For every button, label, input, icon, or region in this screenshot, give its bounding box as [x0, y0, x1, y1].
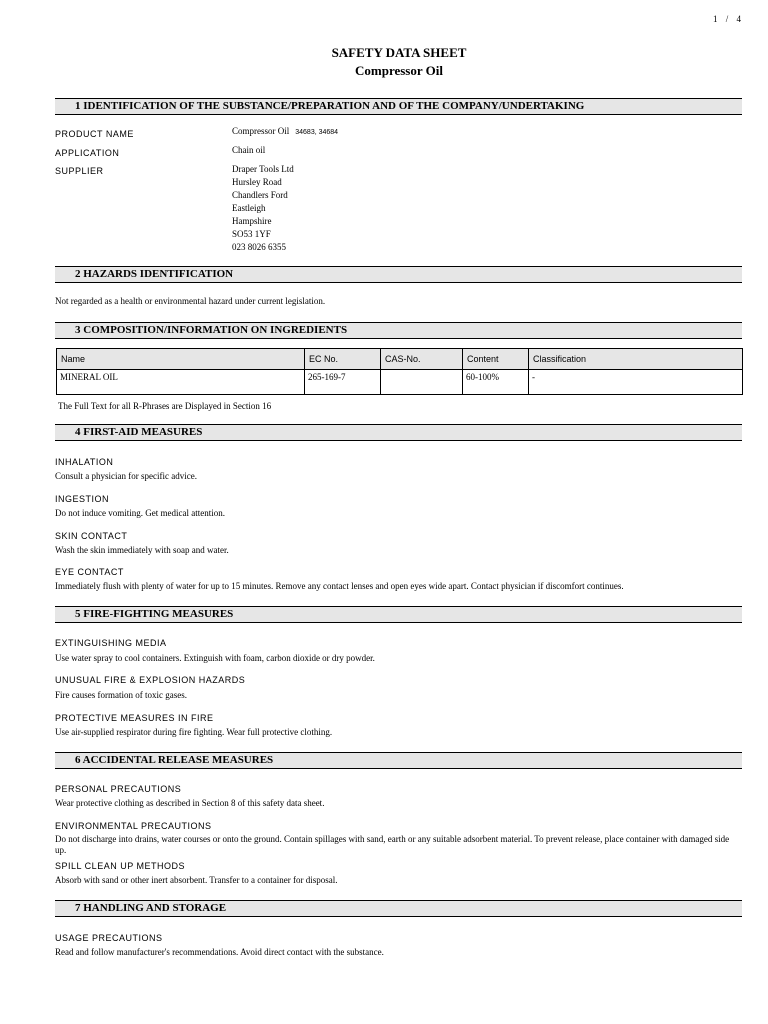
eye-contact-text: Immediately flush with plenty of water for up to 15 minutes. Remove any contact lenses and open eyes wide apart. Contact physician if discomfort continues.: [55, 581, 624, 591]
extinguishing-media-label: EXTINGUISHING MEDIA: [55, 638, 167, 648]
section-3-header: [55, 322, 742, 339]
supplier-line: Chandlers Ford: [232, 190, 288, 200]
table-cell: 265-169-7: [305, 370, 381, 395]
column-header: Content: [463, 349, 529, 370]
fire-hazards-label: UNUSUAL FIRE & EXPLOSION HAZARDS: [55, 675, 246, 685]
spill-cleanup-label: SPILL CLEAN UP METHODS: [55, 861, 186, 871]
hazards-text: Not regarded as a health or environmental hazard under current legislation.: [55, 296, 326, 306]
section-6-title: 6 ACCIDENTAL RELEASE MEASURES: [75, 754, 274, 766]
inhalation-label: INHALATION: [55, 457, 114, 467]
section-5-title: 5 FIRE-FIGHTING MEASURES: [75, 608, 234, 620]
table-cell: MINERAL OIL: [57, 370, 305, 395]
page-number: 1 / 4: [712, 14, 744, 24]
section-6-header: [55, 752, 742, 769]
column-header: CAS-No.: [381, 349, 463, 370]
section-7-title: 7 HANDLING AND STORAGE: [75, 902, 227, 914]
product-codes: 34683, 34684: [295, 129, 339, 136]
supplier-line: SO53 1YF: [232, 229, 271, 239]
section-5-header: [55, 606, 742, 623]
protective-measures-text: Use air-supplied respirator during fire fighting. Wear full protective clothing.: [55, 727, 333, 737]
inhalation-text: Consult a physician for specific advice.: [55, 471, 197, 481]
environmental-precautions-label: ENVIRONMENTAL PRECAUTIONS: [55, 821, 212, 831]
section-7-header: [55, 900, 742, 917]
supplier-line: Eastleigh: [232, 203, 266, 213]
section-2-header: [55, 266, 742, 283]
eye-contact-label: EYE CONTACT: [55, 567, 124, 577]
section-1-header: [55, 98, 742, 115]
section-4-header: [55, 424, 742, 441]
table-header-row: [57, 349, 743, 370]
ingestion-text: Do not induce vomiting. Get medical attention.: [55, 508, 225, 518]
extinguishing-media-text: Use water spray to cool containers. Extinguish with foam, carbon dioxide or dry powder.: [55, 653, 375, 663]
spill-cleanup-text: Absorb with sand or other inert absorbent. Transfer to a container for disposal.: [55, 875, 338, 885]
skin-contact-text: Wash the skin immediately with soap and water.: [55, 545, 229, 555]
r-phrases-note: The Full Text for all R-Phrases are Displayed in Section 16: [58, 401, 272, 411]
personal-precautions-text: Wear protective clothing as described in Section 8 of this safety data sheet.: [55, 798, 325, 808]
supplier-label: SUPPLIER: [55, 166, 104, 176]
section-3-title: 3 COMPOSITION/INFORMATION ON INGREDIENTS: [75, 324, 348, 336]
table-cell: -: [529, 370, 743, 395]
fire-hazards-text: Fire causes formation of toxic gases.: [55, 690, 187, 700]
usage-precautions-label: USAGE PRECAUTIONS: [55, 933, 163, 943]
protective-measures-label: PROTECTIVE MEASURES IN FIRE: [55, 713, 214, 723]
application-label: APPLICATION: [55, 148, 120, 158]
skin-contact-label: SKIN CONTACT: [55, 531, 128, 541]
personal-precautions-label: PERSONAL PRECAUTIONS: [55, 784, 182, 794]
usage-precautions-text: Read and follow manufacturer's recommendations. Avoid direct contact with the substance.: [55, 947, 384, 957]
ingredients-table: [56, 348, 743, 395]
section-4-title: 4 FIRST-AID MEASURES: [75, 426, 203, 438]
document-subtitle: Compressor Oil: [355, 63, 443, 78]
section-1-title: 1 IDENTIFICATION OF THE SUBSTANCE/PREPARATION AND OF THE COMPANY/UNDERTAKING: [75, 100, 585, 112]
supplier-address: [232, 163, 294, 254]
section-2-title: 2 HAZARDS IDENTIFICATION: [75, 268, 234, 280]
table-row: [57, 370, 743, 395]
column-header: Name: [57, 349, 305, 370]
product-name: Compressor Oil: [232, 126, 290, 136]
table-cell: [381, 370, 463, 395]
supplier-line: Hampshire: [232, 216, 272, 226]
application-value: Chain oil: [232, 145, 266, 155]
product-name-value: [232, 125, 338, 139]
supplier-line: 023 8026 6355: [232, 242, 286, 252]
environmental-precautions-text: Do not discharge into drains, water courses or onto the ground. Contain spillages with sand, earth or any suitable adsorbent material. To prevent release, place container with damaged side up.: [55, 834, 730, 855]
table-cell: 60-100%: [463, 370, 529, 395]
column-header: EC No.: [305, 349, 381, 370]
supplier-line: Draper Tools Ltd: [232, 164, 294, 174]
supplier-line: Hursley Road: [232, 177, 282, 187]
column-header: Classification: [529, 349, 743, 370]
product-name-label: PRODUCT NAME: [55, 129, 134, 139]
ingestion-label: INGESTION: [55, 494, 110, 504]
document-title: SAFETY DATA SHEET: [331, 45, 467, 60]
